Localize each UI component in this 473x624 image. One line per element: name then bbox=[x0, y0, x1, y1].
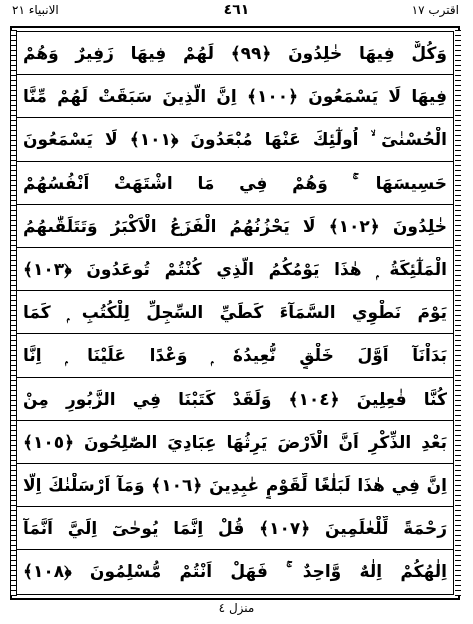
text-line-content: يَوْمَ نَطْوِي السَّمَآءَ كَطَيِّ السِّجِلِّ لِلْكُتُبِ ۭ كَمَا bbox=[23, 303, 447, 324]
text-line-content: بَدَاْنَآ اَوَّلَ خَلْقٍ نُّعِيدُهٗ ۭ وَعْدًا عَلَيْنَا ۭ اِنَّا bbox=[23, 346, 447, 367]
text-line bbox=[17, 334, 453, 377]
text-line bbox=[17, 118, 453, 161]
page-header bbox=[0, 0, 473, 24]
text-line bbox=[17, 550, 453, 593]
juz-name: اقترب ١٧ bbox=[411, 3, 459, 17]
text-line bbox=[17, 248, 453, 291]
text-line-content: الْمَلٰٓئِكَةُ ۭ هٰذَا يَوْمُكُمُ الَّذِي كُنْتُمْ تُوعَدُونَ ﴿١٠٣﴾ bbox=[23, 259, 447, 280]
text-line-content: وَكُلٌّ فِيهَا خٰلِدُونَ ﴿٩٩﴾ لَهُمْ فِيهَا زَفِيرٌ وَهُمْ bbox=[23, 44, 447, 64]
text-line bbox=[17, 421, 453, 464]
text-line bbox=[17, 507, 453, 550]
text-line-content: فِيهَا لَا يَسْمَعُونَ ﴿١٠٠﴾ اِنَّ الَّذِينَ سَبَقَتْ لَهُمْ مِّنَّا bbox=[23, 87, 447, 108]
text-line-content: بَعْدِ الذِّكْرِ اَنَّ الْاَرْضَ يَرِثُهَا عِبَادِيَ الصّٰلِحُونَ ﴿١٠٥﴾ bbox=[23, 432, 447, 453]
text-line-content: خٰلِدُونَ ﴿١٠٢﴾ لَا يَحْزُنُهُمُ الْفَزَعُ الْاَكْبَرُ وَتَتَلَقّٰىهُمُ bbox=[23, 216, 447, 237]
border-ornament-right bbox=[455, 30, 461, 596]
text-line-content: اِلٰهُكُمْ اِلٰهٌ وَّاحِدٌ ۚ فَهَلْ اَنْتُمْ مُّسْلِمُونَ ﴿١٠٨﴾ bbox=[23, 562, 447, 583]
text-line-content: اِنَّ فِي هٰذَا لَبَلٰغًا لِّقَوْمٍ عٰبِدِينَ ﴿١٠٦﴾ وَمَآ اَرْسَلْنٰكَ اِلَّا bbox=[23, 475, 447, 496]
text-line-content: رَحْمَةً لِّلْعٰلَمِينَ ﴿١٠٧﴾ قُلْ اِنَّمَا يُوحٰىٓ اِلَيَّ اَنَّمَآ bbox=[23, 519, 447, 540]
verse-text-block bbox=[17, 32, 453, 594]
page-number: ٤٦١ bbox=[223, 2, 250, 18]
text-line bbox=[17, 378, 453, 421]
text-line-content: الْحُسْنٰىٓ ۙ اُولٰٓئِكَ عَنْهَا مُبْعَدُونَ ﴿١٠١﴾ لَا يَسْمَعُونَ bbox=[23, 130, 447, 151]
manzil-footer: منزل ٤ bbox=[218, 601, 255, 615]
text-line-content: كُنَّا فٰعِلِينَ ﴿١٠٤﴾ وَلَقَدْ كَتَبْنَا فِي الزَّبُورِ مِنْ bbox=[23, 389, 447, 410]
text-line bbox=[17, 291, 453, 334]
text-line bbox=[17, 32, 453, 75]
text-line bbox=[17, 75, 453, 118]
text-line bbox=[17, 162, 453, 205]
text-line bbox=[17, 464, 453, 507]
text-line-content: حَسِيسَهَا ۚ وَهُمْ فِي مَا اشْتَهَتْ اَنْفُسُهُمْ bbox=[23, 173, 447, 194]
surah-name: الانبیاء ٢١ bbox=[12, 3, 59, 17]
text-line bbox=[17, 205, 453, 248]
